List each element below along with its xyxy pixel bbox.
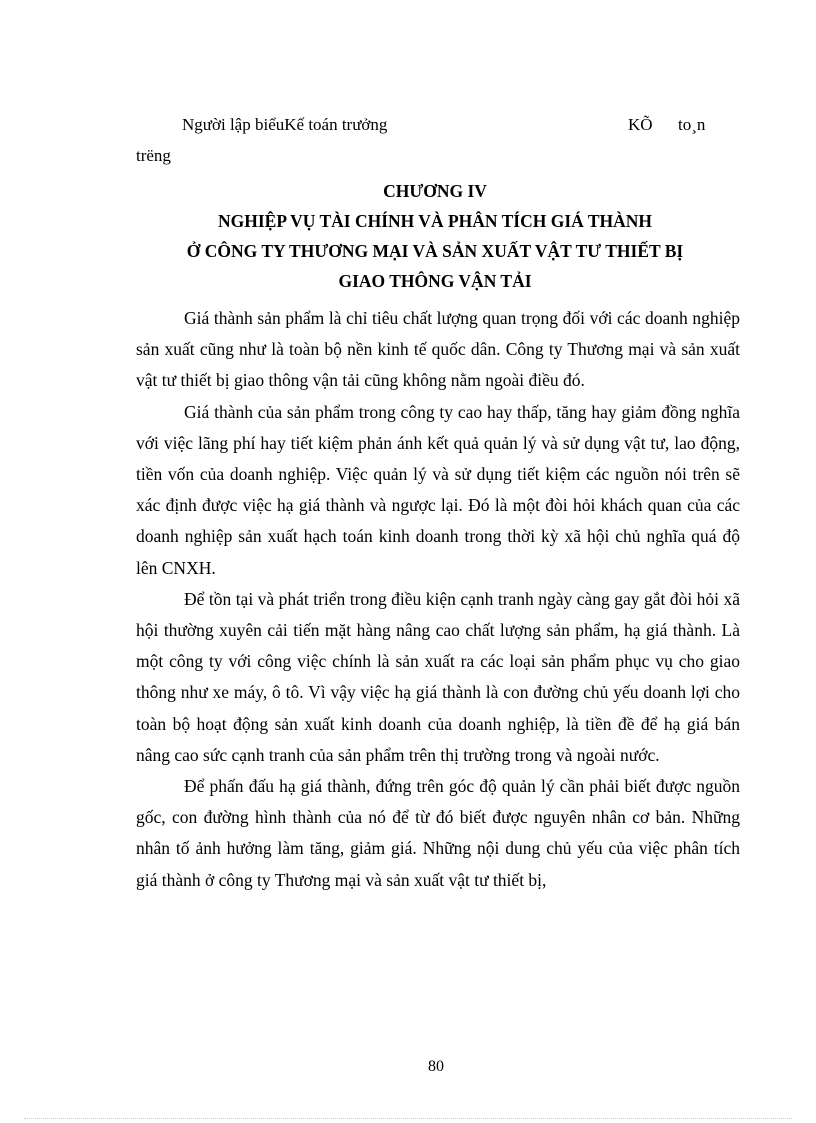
chapter-number: CHƯƠNG IV [383, 181, 487, 201]
signature-garbled-text-1: KÕ [628, 115, 653, 134]
signature-preparer-label: Người lập biểuKế toán trưởng [182, 115, 388, 134]
signature-garbled-text-2: to¸n [678, 115, 706, 134]
paragraph: Để phấn đấu hạ giá thành, đứng trên góc độ quản lý cần phải biết được nguồn gốc, con đường hình thành của nó để từ đó biết được nguyên nhân cơ bản. Những nhân tố ảnh hưởng làm tăng, giảm giá. Những nội dung chủ yếu của việc phân tích giá thành ở công ty Thương mại và sản xuất vật tư thiết bị, [136, 776, 740, 890]
signature-continuation: trëng [136, 146, 171, 165]
chapter-title-line: Ở CÔNG TY THƯƠNG MẠI VÀ SẢN XUẤT VẬT TƯ THIẾT BỊ [186, 241, 684, 261]
paragraph: Giá thành sản phẩm là chỉ tiêu chất lượng quan trọng đối với các doanh nghiệp sản xuất cũng như là toàn bộ nền kinh tế quốc dân. Công ty Thương mại và sản xuất vật tư thiết bị giao thông vận tải cũng không nằm ngoài điều đó. [136, 308, 740, 391]
body-text [136, 303, 740, 896]
paragraph: Giá thành của sản phẩm trong công ty cao hay thấp, tăng hay giảm đồng nghĩa với việc lãng phí hay tiết kiệm phản ánh kết quả quản lý và sử dụng vật tư, lao động, tiền vốn của doanh nghiệp. Việc quản lý và sử dụng tiết kiệm các nguồn nói trên sẽ xác định được việc hạ giá thành và ngược lại. Đó là một đòi hỏi khách quan của các doanh nghiệp sản xuất hạch toán kinh doanh trong thời kỳ xã hội chủ nghĩa quá độ lên CNXH. [136, 401, 740, 578]
page-number: 80 [428, 1058, 444, 1075]
chapter-title-line: NGHIỆP VỤ TÀI CHÍNH VÀ PHÂN TÍCH GIÁ THÀNH [217, 211, 652, 231]
paragraph: Để tồn tại và phát triển trong điều kiện cạnh tranh ngày càng gay gắt đòi hỏi xã hội thường xuyên cải tiến mặt hàng nâng cao chất lượng sản phẩm, hạ giá thành. Là một công ty với công việc chính là sản xuất ra các loại sản phẩm phục vụ cho giao thông như xe máy, ô tô. Vì vậy việc hạ giá thành là con đường chủ yếu doanh lợi cho toàn bộ hoạt động sản xuất kinh doanh của doanh nghiệp, là tiền đề để hạ giá bán nâng cao sức cạnh tranh của sản phẩm trên thị trường trong và ngoài nước. [136, 588, 740, 765]
chapter-heading [130, 176, 740, 296]
signature-line [182, 115, 756, 139]
page-bottom-divider [24, 1118, 792, 1119]
chapter-title-line: GIAO THÔNG VẬN TẢI [338, 271, 532, 291]
